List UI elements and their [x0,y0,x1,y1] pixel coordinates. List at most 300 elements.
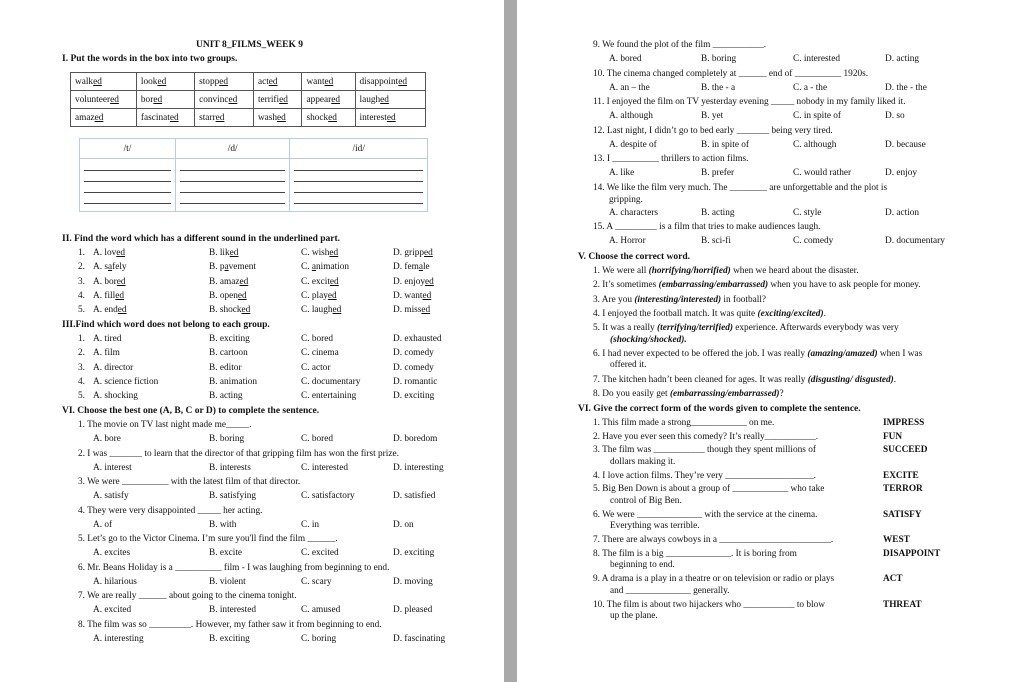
option-text: D. miss [393,305,422,316]
answer-option[interactable]: A. an – the [609,82,650,93]
answer-option[interactable] [301,291,337,302]
word-ending: ed [219,76,229,87]
answer-option[interactable]: B. violent [209,576,246,587]
answer-option[interactable]: A. like [609,168,635,178]
answer-option[interactable]: B. exciting [209,633,250,644]
question-text: 4. They were very disappointed _____ her acting. [78,505,263,516]
answer-option[interactable]: B. interests [209,462,251,473]
answer-option[interactable] [301,248,338,259]
question-text-cont: control of Big Ben. [610,495,682,506]
answer-option[interactable]: C. entertaining [301,391,357,402]
answer-option[interactable]: A. hilarious [93,576,137,587]
answer-option[interactable]: D. because [885,139,926,150]
sound-groups-table [79,138,428,212]
word-box-cell [302,109,355,127]
question-text [593,309,826,320]
option-text: D. enjoy [393,276,426,287]
section-3-heading: III.Find which word does not belong to each group. [62,320,270,330]
keyword: EXCITE [883,470,919,481]
word-box-cell [302,73,355,91]
answer-option[interactable]: C. amused [301,605,341,615]
underlined-part: ed [239,276,249,287]
question-number: 5. [78,391,85,402]
underlined-part: ed [241,305,251,316]
question-part: 2. It’s sometimes [593,280,659,291]
question-text [593,349,922,360]
question-text: 12. Last night, I didn’t go to bed early _______ being very tired. [593,125,833,136]
keyword: TERROR [883,484,923,494]
underlined-part: ed [329,276,339,287]
question-part: when I was [877,349,923,359]
question-text [593,375,896,386]
word-box-cell [355,109,426,127]
word-stem: wash [257,112,278,123]
word-ending: ed [331,94,341,105]
word-ending: ed [279,94,288,105]
word-box-cell [195,91,254,109]
answer-option[interactable]: C. a - the [793,82,828,93]
answer-option[interactable]: C. bored [301,434,334,444]
answer-option[interactable]: A. excited [93,605,132,615]
question-part: 7. The kitchen hadn’t been cleaned for ages. It was really [593,374,808,385]
answer-option[interactable]: D. documentary [885,236,945,246]
word-choice[interactable]: (disgusting/ disgusted) [807,374,894,385]
question-text: 2. I was _______ to learn that the director of that gripping film has won the first prize. [78,448,399,459]
keyword: SUCCEED [883,445,928,455]
word-box-cell [71,91,137,109]
word-ending: ed [228,94,238,105]
option-text: C. play [301,290,328,301]
underlined-part: ed [424,248,433,258]
answer-option[interactable]: D. interesting [393,462,444,473]
question-text-cont: dollars making it. [610,456,676,467]
page-left [0,0,504,682]
answer-option[interactable] [93,277,126,288]
answer-option[interactable]: D. so [885,111,905,121]
answer-option[interactable]: C. scary [301,576,332,587]
keyword: SATISFY [883,509,922,520]
option-text: A. bor [93,276,117,287]
underlined-part: a [311,262,316,273]
answer-option[interactable]: A. bore [93,434,121,444]
section-4-heading: VI. Choose the best one (A, B, C or D) to complete the sentence. [62,406,320,416]
word-ending: ed [328,112,337,123]
answer-option[interactable]: D. fascinating [393,633,446,644]
question-text [593,295,766,306]
question-text: 3. We were __________ with the latest film of that director. [78,477,301,487]
answer-option[interactable]: B. animation [209,376,258,387]
answer-option[interactable] [93,248,125,259]
question-text-cont: offered it. [610,360,647,371]
word-stem: volunteer [75,94,111,105]
answer-option[interactable]: A. of [93,519,113,530]
answer-option[interactable]: C. interested [301,462,348,473]
group-header: /d/ [175,139,290,159]
word-stem: look [140,76,158,87]
option-text: B. shock [209,305,242,316]
question-text: 5. Let’s go to the Victor Cinema. I’m sure you'll find the film ______. [78,534,338,544]
question-text [593,323,899,334]
answer-option[interactable]: C. comedy [793,236,834,246]
answer-option[interactable]: B. interested [209,605,256,615]
keyword: WEST [883,535,910,545]
answer-option[interactable] [301,277,339,288]
answer-option[interactable]: B. boring [701,54,737,64]
word-box-cell [253,91,302,109]
word-stem: amaz [75,112,95,123]
option-text: A. end [93,305,118,316]
answer-option[interactable]: A. shocking [93,391,138,402]
answer-option[interactable] [209,277,248,288]
answer-option[interactable] [393,248,433,259]
word-box-cell [195,73,254,91]
question-number: 4. [78,290,85,301]
keyword: FUN [883,431,903,442]
question-text: 15. A _________ is a film that tries to make audiences laugh. [593,222,821,232]
underlined-part: a [418,262,423,273]
word-box-cell [302,91,355,109]
word-ending: ed [169,112,179,123]
question-text-cont: Everything was terrible. [610,521,700,531]
underlined-part: ed [425,276,434,287]
answer-option[interactable]: B. editor [209,362,242,373]
option-text: B. open [209,290,238,301]
word-box-cell [195,109,254,127]
question-part: in football? [721,294,767,305]
answer-option[interactable]: A. despite of [609,139,657,150]
word-stem: laugh [359,94,381,105]
answer-option[interactable] [93,291,124,302]
word-box-cell [355,73,426,91]
page-right [517,0,1024,682]
underlined-part: ed [237,290,247,301]
answer-option[interactable]: B. yet [701,111,724,121]
question-number: 1. [78,334,85,344]
word-stem: bor [140,94,154,105]
answer-option[interactable] [209,305,250,316]
question-part: when we heard about the disaster. [730,266,859,276]
worksheet-title: UNIT 8_FILMS_WEEK 9 [196,40,303,50]
answer-option[interactable]: A. characters [609,207,659,218]
question-part: ? [779,389,784,400]
word-box-cell [136,91,194,109]
question-text: 7. There are always cowboys in a ________________________. [593,535,834,545]
keyword: DISAPPOINT [883,548,941,559]
answer-option[interactable]: B. with [209,519,237,530]
underlined-part: ed [421,305,431,316]
question-part: 5. It was a really [593,323,658,334]
word-box-cell [136,109,194,127]
option-text: nimation [316,262,350,273]
underlined-part: a [107,262,113,273]
question-number: 3. [78,276,85,287]
word-box-row [71,91,426,109]
word-stem: interest [359,112,387,123]
answer-option[interactable] [393,262,430,273]
answer-option[interactable]: C. interested [793,54,840,64]
answer-option[interactable] [301,305,341,316]
underlined-part: ed [116,276,126,287]
option-text: fely [112,262,127,273]
word-ending: ed [215,112,225,123]
option-text: A. lov [93,248,117,258]
answer-option[interactable]: C. in [301,519,320,530]
question-part: . [893,374,897,385]
answer-option[interactable] [209,291,247,302]
question-number: 1. [78,248,85,258]
question-number: 4. [78,376,85,387]
option-text: le [422,262,430,273]
answer-option[interactable]: C. style [793,207,822,218]
answer-option[interactable]: C. documentary [301,376,361,387]
answer-option[interactable]: A. Horror [609,236,646,246]
word-choice[interactable]: (exciting/excited) [757,308,824,319]
underlined-part: ed [329,248,339,258]
answer-option[interactable]: C. in spite of [793,111,842,121]
question-text: 9. A drama is a play in a theatre or on television or radio or plays [593,574,835,584]
word-stem: appear [306,94,332,105]
word-stem: starr [199,112,216,123]
answer-option[interactable]: A. satisfy [93,491,129,501]
option-text: C. wish [301,248,330,258]
answer-option[interactable] [301,262,349,273]
answer-option[interactable]: B. cartoon [209,348,248,359]
underlined-part: ed [332,305,342,316]
question-text: 1. The movie on TV last night made me_____. [78,420,252,430]
answer-option[interactable]: A. although [609,111,653,121]
question-number: 3. [78,362,85,373]
question-number: 5. [78,305,85,316]
answer-option[interactable]: D. enjoy [885,168,918,178]
answer-option[interactable]: B. sci-fi [701,236,731,246]
answer-option[interactable]: A. interesting [93,633,144,644]
word-choice[interactable]: (embarrassing/embarrassed) [669,389,780,400]
word-box-row [71,73,426,91]
word-box-cell [71,73,137,91]
answer-option[interactable]: D. exciting [393,548,435,558]
section-1-heading: I. Put the words in the box into two groups. [62,54,238,64]
group-header: /id/ [290,139,428,159]
option-text: D. fem [393,262,419,273]
option-text: A. fill [93,290,116,301]
answer-option[interactable]: D. satisfied [393,491,436,501]
answer-option[interactable]: A. excites [93,548,131,558]
keyword: ACT [883,574,903,584]
answer-option[interactable]: D. pleased [393,605,433,615]
question-part: . [823,308,826,319]
question-text: 9. We found the plot of the film ___________. [593,40,767,50]
word-stem: disappoint [359,76,399,87]
answer-option[interactable]: D. action [885,207,920,218]
question-text [593,280,921,291]
word-choice[interactable]: (interesting/interested) [634,294,722,305]
answer-option[interactable]: C. satisfactory [301,491,355,501]
word-ending: ed [380,94,389,105]
question-text: 2. Have you ever seen this comedy? It’s really___________. [593,431,819,442]
answer-option[interactable]: B. satisfying [209,491,257,501]
answer-option[interactable]: C. boring [301,633,337,644]
answer-option[interactable]: B. in spite of [701,139,750,150]
word-choice[interactable]: (horrifying/horrified) [648,266,731,276]
option-text: B. amaz [209,276,240,287]
option-text: C. excit [301,276,330,287]
answer-option[interactable]: D. on [393,519,414,530]
word-stem: shock [306,112,329,123]
answer-option[interactable]: D. moving [393,576,433,587]
question-text-cont: gripping. [609,194,643,205]
question-text: 14. We like the film very much. The ________ are unforgettable and the plot is [593,182,888,193]
answer-option[interactable]: B. the - a [701,82,736,93]
group-t-cell[interactable] [80,159,176,212]
question-text: 5. Big Ben Down is about a group of ____________ who take [593,484,825,494]
question-text: 8. The film is a big ______________. It is boring from [593,548,797,559]
answer-option[interactable]: C. excited [301,548,339,558]
word-box-cell [71,109,137,127]
word-ending: ed [268,76,278,87]
word-choice[interactable]: (shocking/shocked). [610,334,687,345]
underlined-part: a [224,262,229,273]
answer-option[interactable] [93,305,127,316]
answer-option[interactable]: D. exciting [393,391,435,402]
question-text [593,266,859,277]
word-choice[interactable]: (embarrassing/embarrassed) [658,280,769,291]
question-text-cont: up the plane. [610,611,658,621]
word-stem: fascinat [140,112,170,123]
answer-option[interactable]: D. comedy [393,362,434,373]
answer-option[interactable] [393,277,434,288]
word-box-cell [253,109,302,127]
question-text: 10. The film is about two hijackers who ___________ to blow [593,599,825,610]
answer-option[interactable]: B. excite [209,548,243,558]
question-text: 6. Mr. Beans Holiday is a __________ film - I was laughing from beginning to end. [78,562,390,573]
keyword: THREAT [883,599,922,610]
answer-option[interactable]: B. boring [209,434,245,444]
answer-option[interactable]: A. bored [609,54,642,64]
answer-option[interactable] [393,291,431,302]
question-text: 1. This film made a strong____________ on me. [593,418,775,428]
answer-option[interactable]: D. comedy [393,348,434,359]
question-text: 10. The cinema changed completely at ______ end of __________ 1920s. [593,68,869,79]
word-ending: ed [157,76,167,87]
word-box-cell [355,91,426,109]
question-part: 3. Are you [593,294,635,305]
question-part: 8. Do you easily get [593,389,670,400]
question-text: 6. We were ______________ with the service at the cinema. [593,509,818,520]
word-ending: ed [277,112,286,123]
answer-option[interactable]: D. romantic [393,376,438,387]
answer-option[interactable]: C. although [793,139,837,150]
question-number: 2. [78,262,85,273]
question-text: 3. The film was ___________ though they spent millions of [593,445,816,455]
word-stem: convinc [199,94,229,105]
answer-option[interactable]: C. would rather [793,168,852,178]
question-part: 1. We were all [593,266,649,276]
answer-option[interactable]: A. tired [93,334,122,344]
word-ending: ed [94,112,104,123]
answer-option[interactable]: A. interest [93,462,132,473]
word-stem: walk [75,76,94,87]
answer-option[interactable]: C. actor [301,362,331,373]
answer-option[interactable] [209,262,256,273]
option-text: C. laugh [301,305,333,316]
answer-option[interactable]: D. acting [885,54,920,64]
word-choice[interactable]: (amazing/amazed) [807,349,878,359]
option-text: B. p [209,262,225,273]
section-5-heading: V. Choose the correct word. [578,252,691,262]
word-box-cell [136,73,194,91]
underlined-part: ed [115,290,124,301]
question-part: 4. I enjoyed the football match. It was quite [593,308,758,319]
underlined-part: ed [229,248,239,258]
word-stem: terrifi [257,94,280,105]
section-6-heading: VI. Give the correct form of the words given to complete the sentence. [578,404,861,414]
word-stem: stopp [199,76,220,87]
answer-option[interactable] [93,262,127,273]
word-ending: ed [398,76,408,87]
answer-option[interactable]: B. exciting [209,334,250,344]
word-box-cell [253,73,302,91]
question-text: 7. We are really ______ about going to the cinema tonight. [78,591,297,601]
question-text: 8. The film was so _________. However, my father saw it from beginning to end. [78,619,382,630]
answer-option[interactable]: D. boredom [393,434,438,444]
underlined-part: ed [327,290,337,301]
word-stem: want [306,76,325,87]
group-id-cell[interactable] [290,159,428,212]
keyword: IMPRESS [883,418,925,428]
group-d-cell[interactable] [175,159,290,212]
word-stem: act [257,76,269,87]
answer-option[interactable]: B. prefer [701,168,735,178]
word-ending: ed [153,94,163,105]
answer-option[interactable]: A. film [93,348,120,359]
question-part: 6. I had never expected to be offered the job. I was really [593,349,808,359]
answer-option[interactable]: B. acting [209,391,243,402]
question-text-cont: beginning to end. [610,560,675,570]
answer-option[interactable]: C. cinema [301,348,339,359]
section-2-heading: II. Find the word which has a different sound in the underlined part. [62,234,341,244]
word-ending: ed [386,112,396,123]
question-text-cont: and ______________ generally. [610,585,730,596]
answer-option[interactable]: B. acting [701,207,735,218]
answer-option[interactable]: D. exhausted [393,334,442,344]
word-ending: ed [93,76,102,87]
question-text [593,389,784,400]
answer-option[interactable]: A. director [93,362,134,373]
word-box-table [70,72,426,127]
word-choice[interactable]: (terrifying/terrified) [657,323,733,334]
question-part: experience. Afterwards everybody was very [732,323,899,334]
option-text: C. [301,262,312,273]
option-text: B. lik [209,248,230,258]
question-part: when you have to ask people for money. [768,280,921,291]
answer-option[interactable]: C. bored [301,334,334,344]
word-ending: ed [110,94,119,105]
answer-option[interactable] [209,248,238,259]
word-ending: ed [324,76,334,87]
question-text: 11. I enjoyed the film on TV yesterday evening _____ nobody in my family liked it. [593,97,906,107]
question-text: 13. I __________ thrillers to action films. [593,154,749,164]
answer-option[interactable]: A. science fiction [93,376,159,387]
option-text: D. want [393,290,423,301]
underlined-part: ed [422,290,432,301]
group-header: /t/ [80,139,176,159]
question-text: 4. I love action films. They’re very ___________________. [593,470,816,481]
underlined-part: ed [116,248,126,258]
option-text: A. s [93,262,108,273]
answer-option[interactable]: D. the - the [885,82,927,93]
answer-option[interactable] [393,305,430,316]
word-box-row [71,109,426,127]
